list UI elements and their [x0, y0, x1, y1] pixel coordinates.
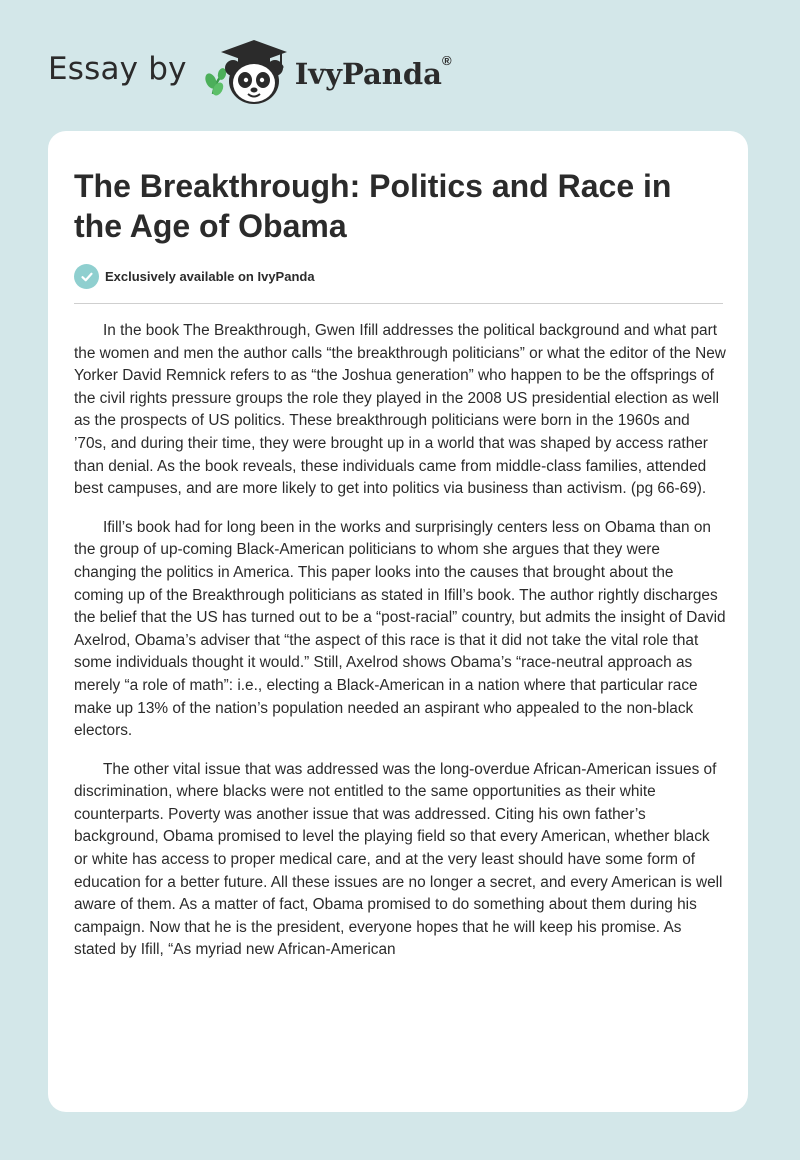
- divider: [74, 303, 723, 304]
- essay-card: [48, 131, 748, 1112]
- panda-logo-icon[interactable]: [201, 36, 293, 106]
- page-title: The Breakthrough: Politics and Race in the Age of Obama: [74, 168, 672, 244]
- exclusive-label: Exclusively available on IvyPanda: [105, 269, 315, 284]
- paragraph: The other vital issue that was addressed was the long-overdue African-American issues of discrimination, where blacks were not entitled to the same opportunities as their white counterparts. Poverty was another issue that was addressed. Citing his own father’s background, Obama promised to level the playing field so that every American, whether black or white has access to proper medical care, and at the very least should have some form of education for a better future. All these issues are no longer a secret, and every American is well aware of them. As a matter of fact, Obama promised to do something about them during his campaign. Now that he is the president, everyone hopes that he will keep his promise. As stated by Ifill, “As myriad new African-American: [74, 760, 723, 959]
- registered-mark: ®: [441, 53, 452, 68]
- essay-by-label: Essay by: [48, 51, 187, 87]
- essay-body: [74, 320, 726, 978]
- paragraph: Ifill’s book had for long been in the works and surprisingly centers less on Obama than on the group of up-coming Black-American politicians to whom she argues that they were changing the politics in America. This paper looks into the causes that brought about the coming up of the Breakthrough politicians as stated in Ifill’s book. The author rightly discharges the belief that the US has turned out to be a “post-racial” country, but admits the insight of David Axelrod, Obama’s adviser that “the aspect of this race is that it did not take the vital role that some individuals thought it would.” Still, Axelrod shows Obama’s “race-neutral approach as merely “a role of math”: i.e., electing a Black-American in a nation where that particular race make up 13% of the nation’s population needed an aspirant who appealed to the non-black electors.: [74, 518, 726, 740]
- brand-text: IvyPanda: [294, 57, 442, 91]
- paragraph: In the book The Breakthrough, Gwen Ifill addresses the political background and what part the women and men the author calls “the breakthrough politicians” or what the editor of the New Yorker David Remnick refers to as “the Joshua generation” who happen to be the offsprings of the civil rights pressure groups the role they played in the 2008 US presidential election as well as the prospects of US politics. These breakthrough politicians were born in the 1960s and ’70s, and during their time, they were brought up in a world that was shaped by access rather than denial. As the book reveals, these individuals came from middle-class families, attended best campuses, and are more likely to get into politics via business than activism. (pg 66-69).: [74, 322, 726, 498]
- exclusive-badge: [74, 264, 315, 289]
- site-header: [48, 36, 452, 106]
- brand-name[interactable]: [294, 53, 452, 91]
- check-icon: [74, 264, 99, 289]
